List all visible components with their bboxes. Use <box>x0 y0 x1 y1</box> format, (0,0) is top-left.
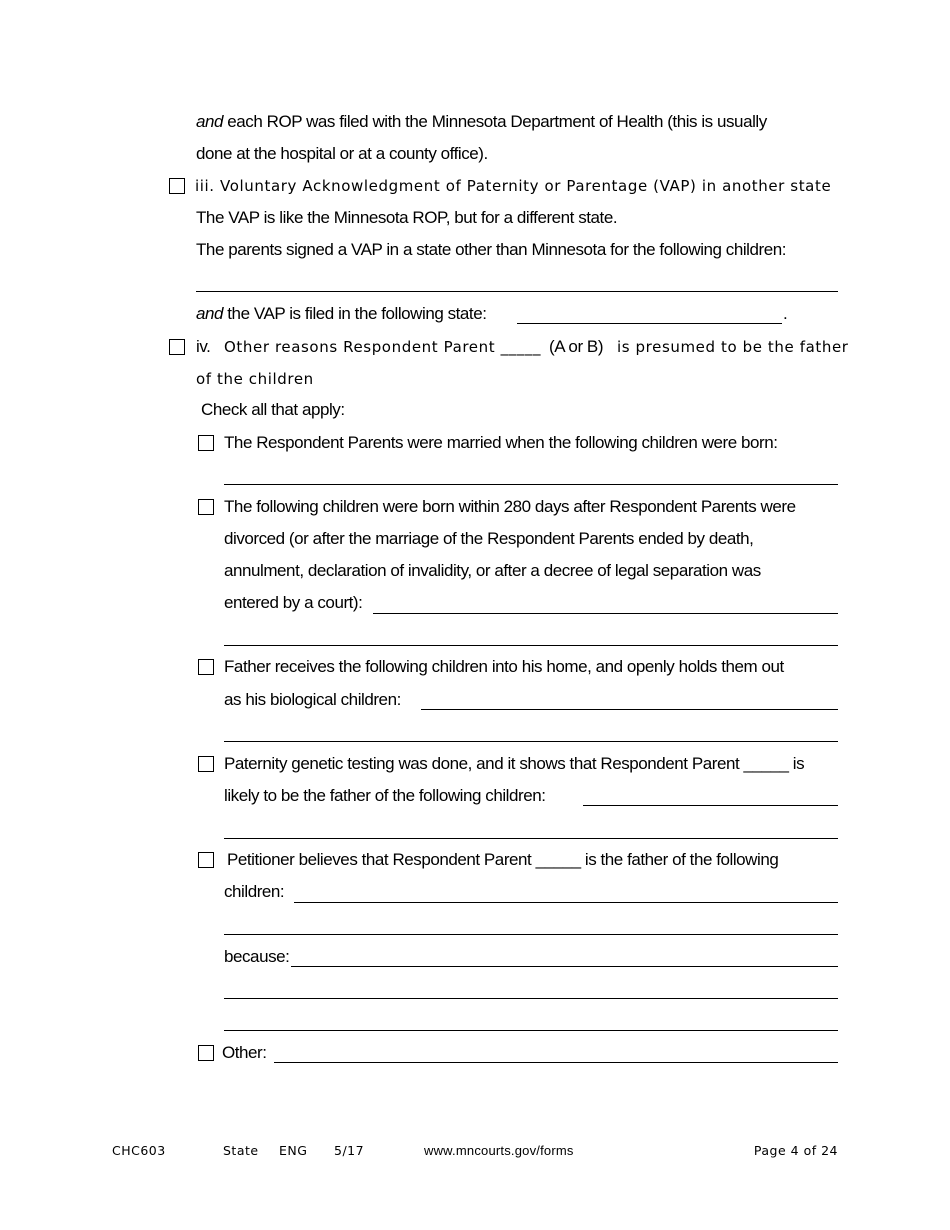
other-reasons-heading-line2: of the children <box>196 370 314 388</box>
rop-filed-line-2: done at the hospital or at a county office). <box>196 144 488 163</box>
vap-state-label: the VAP is filed in the following state: <box>223 304 487 323</box>
holds-out-text-2: as his biological children: <box>224 690 401 709</box>
holds-out-field-2[interactable] <box>224 741 838 742</box>
check-all-instruction: Check all that apply: <box>201 400 345 419</box>
vap-state-period: . <box>783 304 788 323</box>
born-after-divorce-text-3: annulment, declaration of invalidity, or after a decree of legal separation was <box>224 561 761 580</box>
genetic-testing-text-2: likely to be the father of the following children: <box>224 786 546 805</box>
vap-children-label: The parents signed a VAP in a state other than Minnesota for the following children: <box>196 240 787 259</box>
vap-state-italic: and <box>196 304 224 323</box>
born-after-divorce-text-1: The following children were born within 280 days after Respondent Parents were <box>224 497 796 516</box>
other-reasons-heading-2: is presumed to be the father <box>617 338 849 356</box>
born-after-divorce-checkbox[interactable] <box>198 499 214 515</box>
vap-other-state-checkbox[interactable] <box>169 178 185 194</box>
born-after-divorce-field-2[interactable] <box>224 645 838 646</box>
married-checkbox[interactable] <box>198 435 214 451</box>
born-after-divorce-text-2: divorced (or after the marriage of the Respondent Parents ended by death, <box>224 529 754 548</box>
vap-heading: iii. Voluntary Acknowledgment of Paternity or Parentage (VAP) in another state <box>195 177 832 195</box>
other-field[interactable] <box>274 1062 838 1063</box>
vap-children-field[interactable] <box>196 291 838 292</box>
other-reasons-checkbox[interactable] <box>169 339 185 355</box>
vap-description: The VAP is like the Minnesota ROP, but for a different state. <box>196 208 618 227</box>
footer-url[interactable]: www.mncourts.gov/forms <box>424 1143 574 1158</box>
because-field-1[interactable] <box>291 966 838 967</box>
other-reasons-label: iv. <box>196 337 211 356</box>
footer-revision: 5/17 <box>334 1143 365 1158</box>
petitioner-believes-children-field-1[interactable] <box>294 902 838 903</box>
petitioner-believes-text-1: Petitioner believes that Respondent Parent _____ is the father of the following <box>227 850 779 869</box>
married-children-field[interactable] <box>224 484 838 485</box>
other-checkbox[interactable] <box>198 1045 214 1061</box>
because-field-2[interactable] <box>224 998 838 999</box>
holds-out-text-1: Father receives the following children into his home, and openly holds them out <box>224 657 784 676</box>
footer-jurisdiction: State <box>223 1143 259 1158</box>
born-after-divorce-field-1[interactable] <box>373 613 838 614</box>
holds-out-checkbox[interactable] <box>198 659 214 675</box>
vap-state-line <box>196 304 487 324</box>
footer-page-number: Page 4 of 24 <box>753 1143 838 1158</box>
born-after-divorce-text-4: entered by a court): <box>224 593 363 612</box>
vap-state-field[interactable] <box>517 323 782 324</box>
other-reasons-heading-1: Other reasons Respondent Parent _____ <box>224 338 542 356</box>
because-label: because: <box>224 947 290 966</box>
genetic-testing-field-1[interactable] <box>583 805 838 806</box>
rop-filed-italic: and <box>196 112 224 131</box>
petitioner-believes-text-2: children: <box>224 882 285 901</box>
genetic-testing-checkbox[interactable] <box>198 756 214 772</box>
holds-out-field-1[interactable] <box>421 709 838 710</box>
genetic-testing-field-2[interactable] <box>224 838 838 839</box>
rop-filed-line <box>196 112 767 132</box>
footer-language: ENG <box>279 1143 308 1158</box>
petitioner-believes-checkbox[interactable] <box>198 852 214 868</box>
other-label: Other: <box>222 1043 267 1062</box>
petitioner-believes-children-field-2[interactable] <box>224 934 838 935</box>
footer-form-code: CHC603 <box>112 1143 166 1158</box>
because-field-3[interactable] <box>224 1030 838 1031</box>
rop-filed-text: each ROP was filed with the Minnesota Department of Health (this is usually <box>223 112 767 131</box>
married-text: The Respondent Parents were married when the following children were born: <box>224 433 778 452</box>
genetic-testing-text-1: Paternity genetic testing was done, and it shows that Respondent Parent _____ is <box>224 754 805 773</box>
other-reasons-heading-ab: (A or B) <box>549 337 604 356</box>
